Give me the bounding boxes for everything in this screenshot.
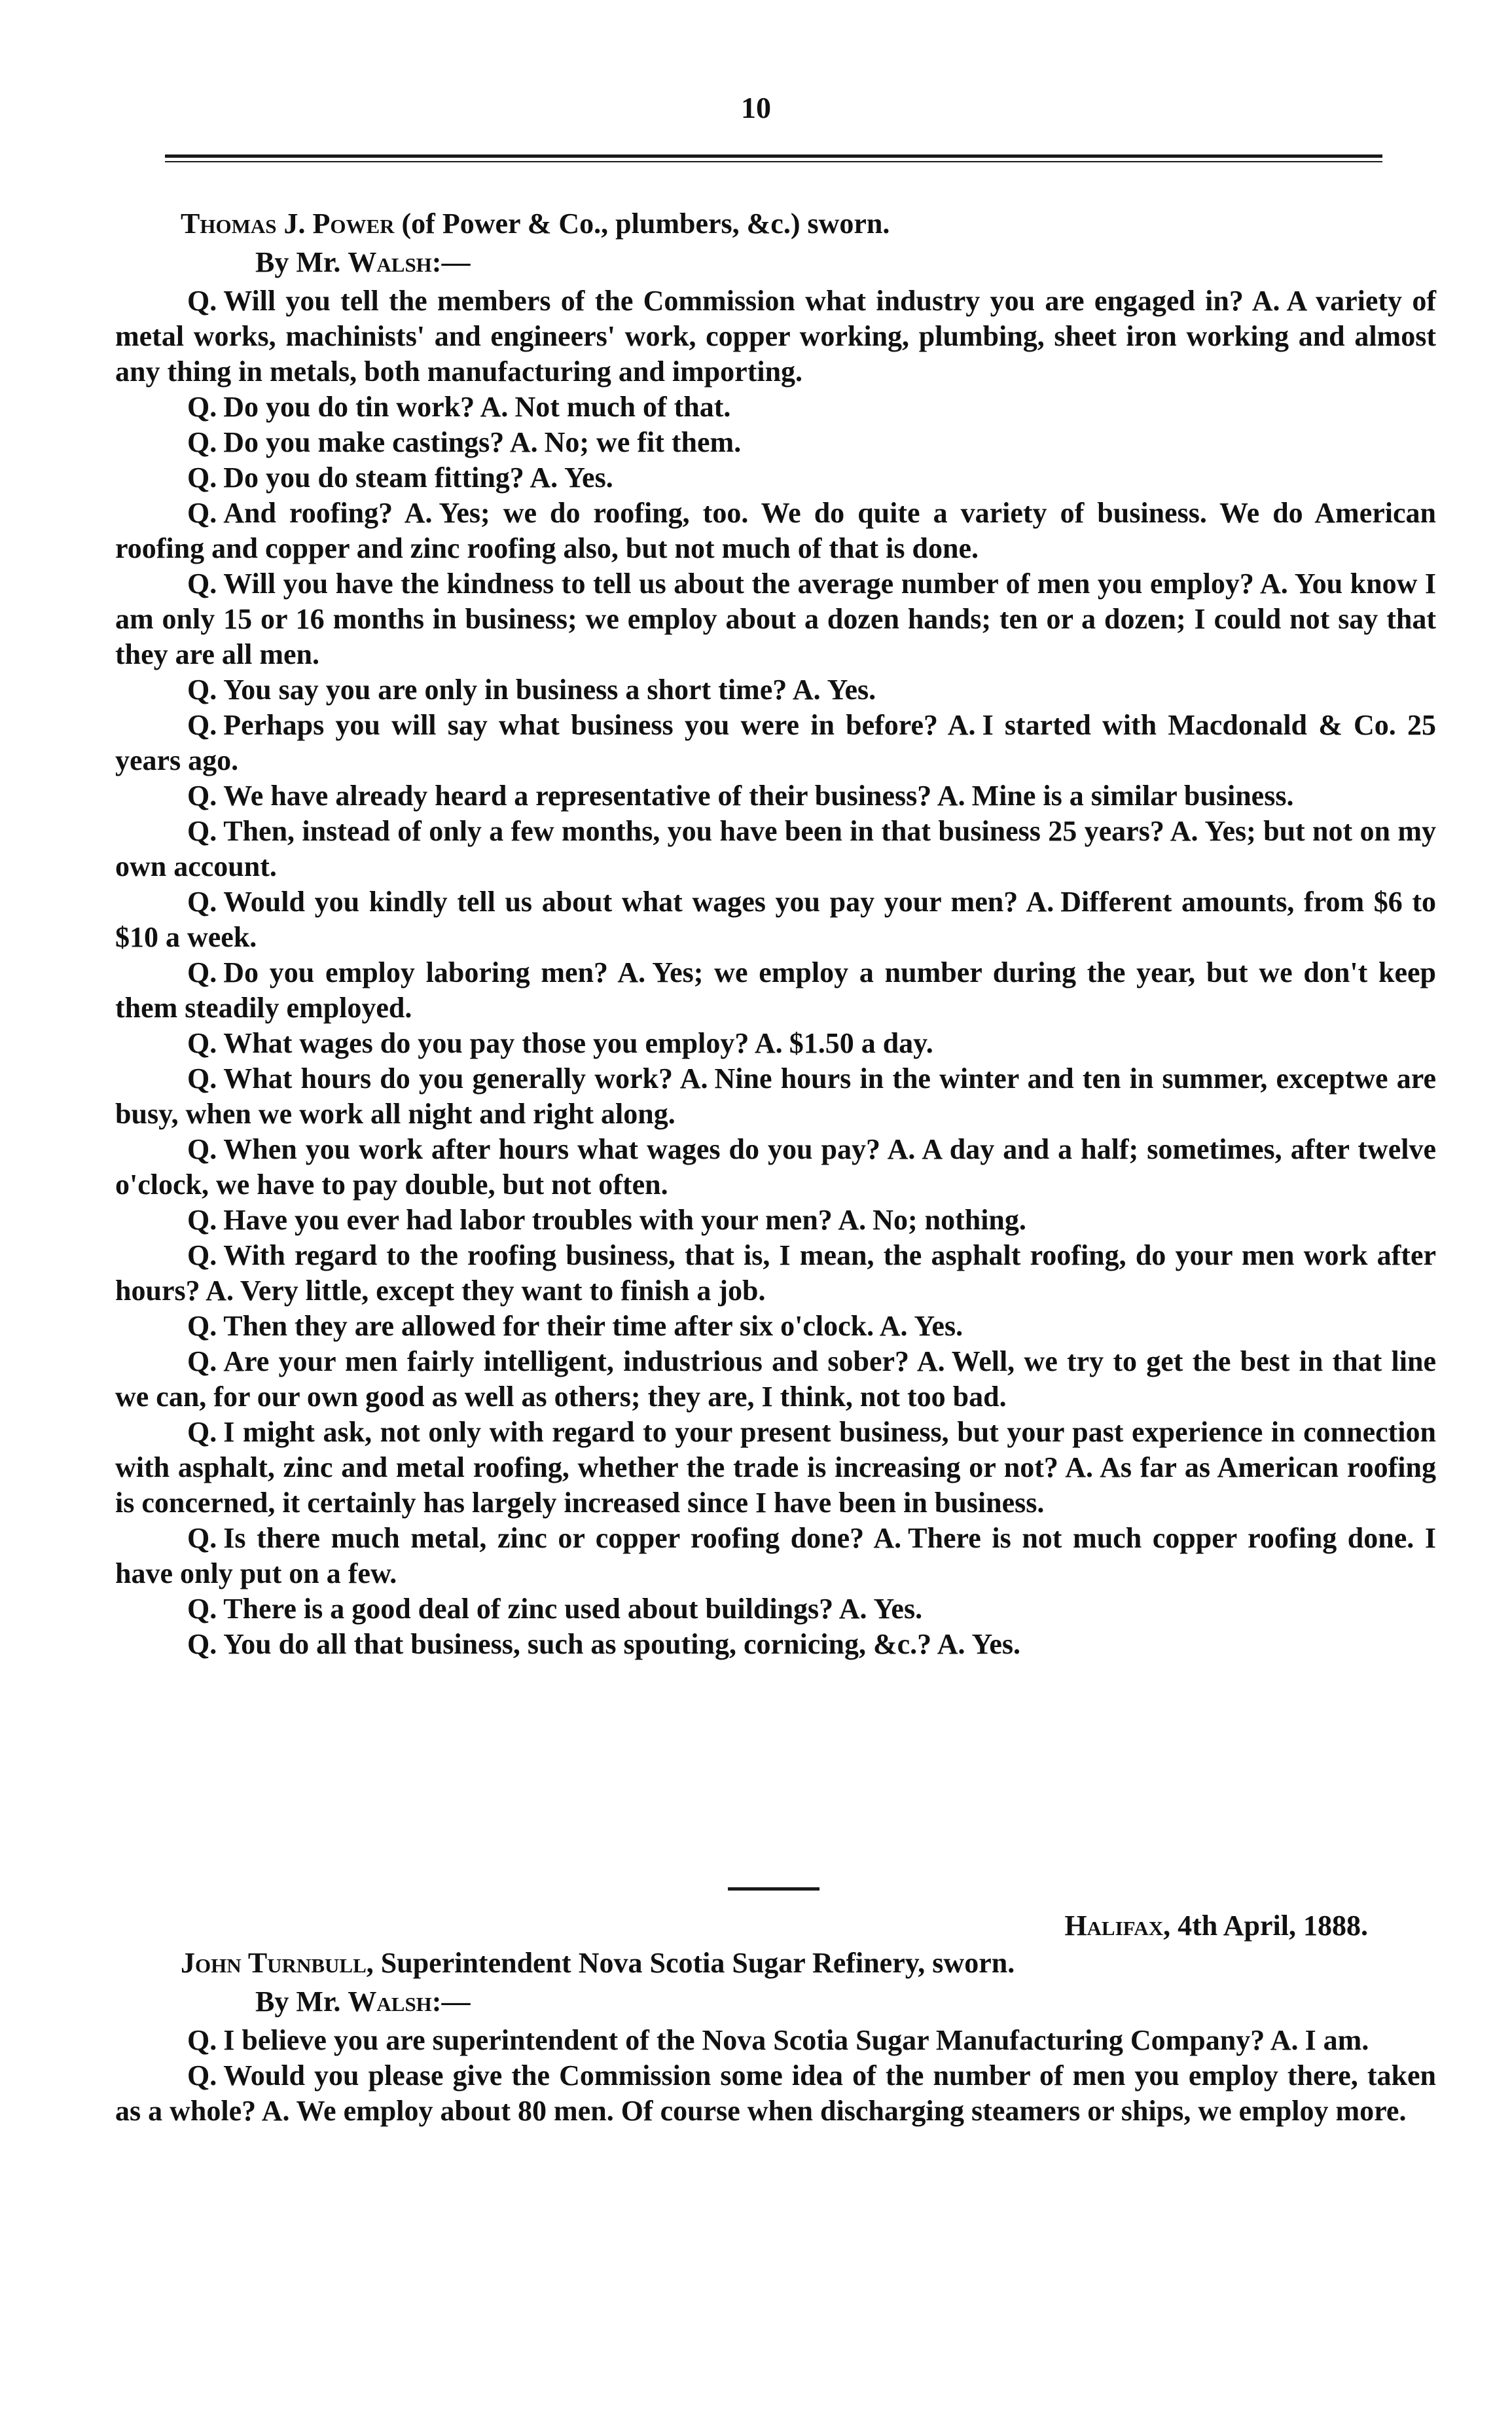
answer-text: Not much of that. [514, 391, 731, 423]
witness-description: , Superintendent Nova Scotia Sugar Refinery, sworn. [366, 1947, 1015, 1979]
question-marker: Q. [187, 1239, 217, 1271]
answer-text: Yes. [873, 1593, 923, 1625]
question-marker: Q. [187, 1522, 217, 1554]
answer-marker: A. [1259, 568, 1288, 600]
answer-marker: A. [838, 1593, 867, 1625]
qa-paragraph [115, 1627, 1436, 1662]
answer-marker: A. [480, 391, 509, 423]
question-marker: Q. [187, 391, 217, 423]
answer-marker: A. [261, 2095, 290, 2127]
witness-description: (of Power & Co., plumbers, &c.) sworn. [394, 208, 890, 240]
question-text: Have you ever had labor troubles with your men? [223, 1204, 833, 1236]
section-divider [728, 1887, 819, 1891]
answer-marker: A. [937, 780, 965, 812]
question-marker: Q. [187, 2024, 217, 2056]
answer-text: Well, we try to get the best in that line we can, for our own good as well as others; they are, I think, not too bad. [115, 1345, 1437, 1413]
qa-paragraph [115, 1238, 1436, 1309]
header-rule [165, 154, 1382, 158]
question-text: Then, instead of only a few months, you have been in that business 25 years? [223, 815, 1164, 847]
answer-marker: A. [404, 497, 433, 529]
answer-marker: A. [530, 462, 558, 494]
examiner-suffix: :— [431, 246, 471, 278]
examiner-name: Walsh [348, 1985, 432, 2018]
question-text: Do you employ laboring men? [223, 956, 609, 988]
qa-paragraph [115, 1521, 1436, 1591]
qa-paragraph [115, 1026, 1436, 1061]
question-marker: Q. [187, 426, 217, 458]
question-marker: Q. [187, 1204, 217, 1236]
qa-paragraph [115, 814, 1436, 884]
qa-paragraph [115, 566, 1436, 672]
question-text: Do you make castings? [223, 426, 505, 458]
qa-paragraph [115, 2023, 1436, 2058]
page-number: 10 [741, 91, 771, 124]
qa-paragraph [115, 496, 1436, 566]
answer-marker: A. [206, 1275, 234, 1307]
answer-text: We employ about 80 men. Of course when discharging steamers or ships, we employ more. [296, 2095, 1407, 2127]
qa-paragraph [115, 460, 1436, 496]
question-text: Is there much metal, zinc or copper roofing done? [223, 1522, 865, 1554]
answer-text: You know I am only 15 or 16 months in business; we employ about a dozen hands; ten or a dozen; I could not say that they are all men. [115, 568, 1436, 670]
question-marker: Q. [187, 1027, 217, 1059]
question-marker: Q. [187, 886, 217, 918]
question-marker: Q. [187, 1133, 217, 1165]
question-text: You say you are only in business a short time? [223, 674, 787, 706]
qa-paragraph [115, 2058, 1436, 2129]
question-marker: Q. [187, 1310, 217, 1342]
examiner-suffix: :— [431, 1985, 471, 2018]
answer-marker: A. [792, 674, 821, 706]
answer-text: Yes. [971, 1628, 1021, 1660]
qa-paragraph [115, 1061, 1436, 1132]
answer-text: No; we fit them. [544, 426, 742, 458]
answer-marker: A. [937, 1628, 965, 1660]
question-text: Are your men fairly intelligent, industrious and sober? [223, 1345, 910, 1377]
answer-marker: A. [1170, 815, 1198, 847]
testimony-section-1 [115, 283, 1436, 1662]
witness-heading-2 [181, 1946, 1015, 1981]
examiner-name: Walsh [348, 246, 432, 278]
qa-paragraph [115, 1591, 1436, 1627]
question-text: You do all that business, such as spouting, cornicing, &c.? [223, 1628, 932, 1660]
answer-text: Yes; but not on my own account. [115, 815, 1437, 882]
answer-marker: A. [1065, 1451, 1094, 1483]
answer-marker: A. [838, 1204, 867, 1236]
qa-paragraph [115, 778, 1436, 814]
answer-marker: A. [617, 956, 646, 988]
examiner-line-2 [255, 1984, 470, 2020]
witness-name: John Turnbull [181, 1947, 367, 1979]
witness-name: Thomas J. Power [181, 208, 395, 240]
qa-paragraph [115, 1203, 1436, 1238]
question-marker: Q. [187, 780, 217, 812]
question-marker: Q. [187, 709, 217, 741]
witness-heading-1 [181, 206, 890, 242]
answer-text: As far as American roofing is concerned, it certainly has largely increased since I have been in business. [115, 1451, 1436, 1519]
answer-text: A variety of metal works, machinists' and engineers' work, copper working, plumbing, sheet iron working and almost any thing in metals, both manufacturing and importing. [115, 285, 1436, 388]
question-text: There is a good deal of zinc used about buildings? [223, 1593, 834, 1625]
answer-text: I started with Macdonald & Co. 25 years ago. [115, 709, 1436, 776]
question-text: And roofing? [223, 497, 393, 529]
answer-marker: A. [1026, 886, 1054, 918]
question-text: When you work after hours what wages do you pay? [223, 1133, 880, 1165]
qa-paragraph [115, 672, 1436, 708]
answer-marker: A. [916, 1345, 945, 1377]
question-marker: Q. [187, 956, 217, 988]
qa-paragraph [115, 1344, 1436, 1415]
question-text: We have already heard a representative of their business? [223, 780, 932, 812]
answer-text: Mine is a similar business. [971, 780, 1294, 812]
answer-marker: A. [887, 1133, 916, 1165]
answer-text: Different amounts, from $6 to $10 a week. [115, 886, 1437, 953]
qa-paragraph [115, 708, 1436, 778]
question-marker: Q. [187, 1628, 217, 1660]
question-text: Would you kindly tell us about what wages you pay your men? [223, 886, 1018, 918]
qa-paragraph [115, 955, 1436, 1026]
dateline-place: Halifax [1064, 1910, 1164, 1942]
question-text: Do you do steam fitting? [223, 462, 524, 494]
answer-marker: A. [754, 1027, 783, 1059]
answer-marker: A. [879, 1310, 908, 1342]
answer-text: Yes; we employ a number during the year, but we don't keep them steadily employed. [115, 956, 1436, 1024]
qa-paragraph [115, 1132, 1436, 1203]
answer-text: Very little, except they want to finish a job. [240, 1275, 766, 1307]
qa-paragraph [115, 1309, 1436, 1344]
question-marker: Q. [187, 1416, 217, 1448]
question-text: I believe you are superintendent of the Nova Scotia Sugar Manufacturing Company? [223, 2024, 1265, 2056]
question-text: Would you please give the Commission some idea of the number of men you employ there, taken as a whole? [115, 2059, 1436, 2127]
answer-text: I am. [1305, 2024, 1369, 2056]
question-marker: Q. [187, 815, 217, 847]
question-text: What hours do you generally work? [223, 1062, 673, 1095]
answer-text: $1.50 a day. [789, 1027, 933, 1059]
question-text: Will you tell the members of the Commission what industry you are engaged in? [223, 285, 1244, 317]
question-text: With regard to the roofing business, that is, I mean, the asphalt roofing, do your men work after hours? [115, 1239, 1436, 1307]
answer-text: Nine hours in the winter and ten in summer, exceptwe are busy, when we work all night and right along. [115, 1062, 1436, 1130]
question-text: Perhaps you will say what business you were in before? [223, 709, 939, 741]
question-marker: Q. [187, 285, 217, 317]
answer-marker: A. [873, 1522, 902, 1554]
question-text: What wages do you pay those you employ? [223, 1027, 749, 1059]
header-rule-thin [165, 161, 1382, 162]
answer-marker: A. [1251, 285, 1280, 317]
qa-paragraph [115, 884, 1436, 955]
question-marker: Q. [187, 1593, 217, 1625]
answer-marker: A. [509, 426, 538, 458]
examiner-prefix: By Mr. [255, 246, 348, 278]
answer-text: Yes; we do roofing, too. We do quite a variety of business. We do American roofing and copper and zinc roofing also, but not much of that is done. [115, 497, 1436, 564]
question-text: Will you have the kindness to tell us about the average number of men you employ? [223, 568, 1254, 600]
question-marker: Q. [187, 1345, 217, 1377]
answer-text: A day and a half; sometimes, after twelve o'clock, we have to pay double, but not often. [115, 1133, 1436, 1201]
answer-text: No; nothing. [873, 1204, 1026, 1236]
question-text: I might ask, not only with regard to your present business, but your past experience in connection with asphalt, zinc and metal roofing, whether the trade is increasing or not? [115, 1416, 1436, 1483]
answer-text: There is not much copper roofing done. I have only put on a few. [115, 1522, 1436, 1589]
answer-text: Yes. [827, 674, 876, 706]
answer-marker: A. [1270, 2024, 1299, 2056]
qa-paragraph [115, 425, 1436, 460]
question-text: Do you do tin work? [223, 391, 475, 423]
testimony-section-2 [115, 2023, 1436, 2129]
examiner-line-1 [255, 245, 470, 280]
qa-paragraph [115, 1415, 1436, 1521]
dateline-date: , 4th April, 1888. [1163, 1910, 1368, 1942]
answer-text: Yes. [564, 462, 613, 494]
answer-marker: A. [679, 1062, 708, 1095]
question-text: Then they are allowed for their time after six o'clock. [223, 1310, 874, 1342]
question-marker: Q. [187, 1062, 217, 1095]
question-marker: Q. [187, 568, 217, 600]
answer-marker: A. [947, 709, 976, 741]
qa-paragraph [115, 390, 1436, 425]
question-marker: Q. [187, 2059, 217, 2092]
examiner-prefix: By Mr. [255, 1985, 348, 2018]
question-marker: Q. [187, 497, 217, 529]
dateline [1064, 1908, 1368, 1944]
question-marker: Q. [187, 462, 217, 494]
question-marker: Q. [187, 674, 217, 706]
qa-paragraph [115, 283, 1436, 390]
answer-text: Yes. [914, 1310, 963, 1342]
